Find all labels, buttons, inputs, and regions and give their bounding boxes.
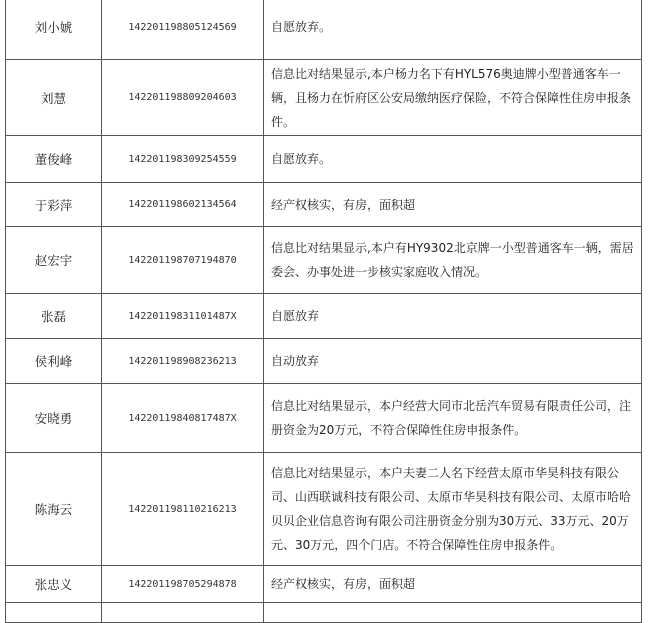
id-number: 142201198705294878 (102, 566, 264, 603)
id-number: 142201198110216213 (102, 453, 264, 566)
table-row (6, 294, 642, 339)
id-number: 14220119831101487X (102, 294, 264, 339)
reason-text: 信息比对结果显示,本户有HY9302北京牌一小型普通客车一辆，需居委会、办事处进一步核实家庭收入情况。 (264, 227, 642, 294)
applicant-name: 张磊 (6, 294, 102, 339)
applicant-name: 于彩萍 (6, 183, 102, 227)
applicant-table (5, 0, 642, 623)
table-row (6, 60, 642, 136)
table-row (6, 603, 642, 623)
table-row (6, 566, 642, 603)
applicant-name: 刘小婋 (6, 0, 102, 60)
applicant-name: 安晓勇 (6, 384, 102, 453)
applicant-name: 赵宏宇 (6, 227, 102, 294)
id-number: 142201198809204603 (102, 60, 264, 136)
applicant-name: 侯利峰 (6, 339, 102, 384)
applicant-name: 张忠义 (6, 566, 102, 603)
applicant-name: 刘慧 (6, 60, 102, 136)
reason-text: 信息比对结果显示,本户杨力名下有HYL576奥迪牌小型普通客车一辆，且杨力在忻府区公安局缴纳医疗保险，不符合保障性住房申报条件。 (264, 60, 642, 136)
table-row (6, 227, 642, 294)
table-row (6, 183, 642, 227)
id-number: 142201198309254559 (102, 136, 264, 183)
reason-text: 信息比对结果显示，本户经营大同市北岳汽车贸易有限责任公司，注册资金为20万元，不符合保障性住房申报条件。 (264, 384, 642, 453)
reason-text: 自愿放弃 (264, 294, 642, 339)
table-row (6, 339, 642, 384)
table-row (6, 384, 642, 453)
reason-text: 经产权核实，有房，面积超 (264, 566, 642, 603)
applicant-name: 董俊峰 (6, 136, 102, 183)
id-number: 14220119840817487X (102, 384, 264, 453)
id-number (102, 603, 264, 623)
reason-text: 自动放弃 (264, 339, 642, 384)
reason-text (264, 603, 642, 623)
reason-text: 经产权核实，有房，面积超 (264, 183, 642, 227)
id-number: 142201198707194870 (102, 227, 264, 294)
table-row (6, 136, 642, 183)
reason-text: 自愿放弃。 (264, 136, 642, 183)
id-number: 142201198602134564 (102, 183, 264, 227)
reason-text: 信息比对结果显示，本户夫妻二人名下经营太原市华昊科技有限公司、山西联诚科技有限公司、太原市华昊科技有限公司、太原市哈哈贝贝企业信息咨询有限公司注册资金分别为30万元、33万元、20万元、30万元，四个门店。不符合保障性住房申报条件。 (264, 453, 642, 566)
table-row (6, 0, 642, 60)
id-number: 142201198908236213 (102, 339, 264, 384)
reason-text: 自愿放弃。 (264, 0, 642, 60)
table-row (6, 453, 642, 566)
applicant-name (6, 603, 102, 623)
id-number: 142201198805124569 (102, 0, 264, 60)
applicant-name: 陈海云 (6, 453, 102, 566)
